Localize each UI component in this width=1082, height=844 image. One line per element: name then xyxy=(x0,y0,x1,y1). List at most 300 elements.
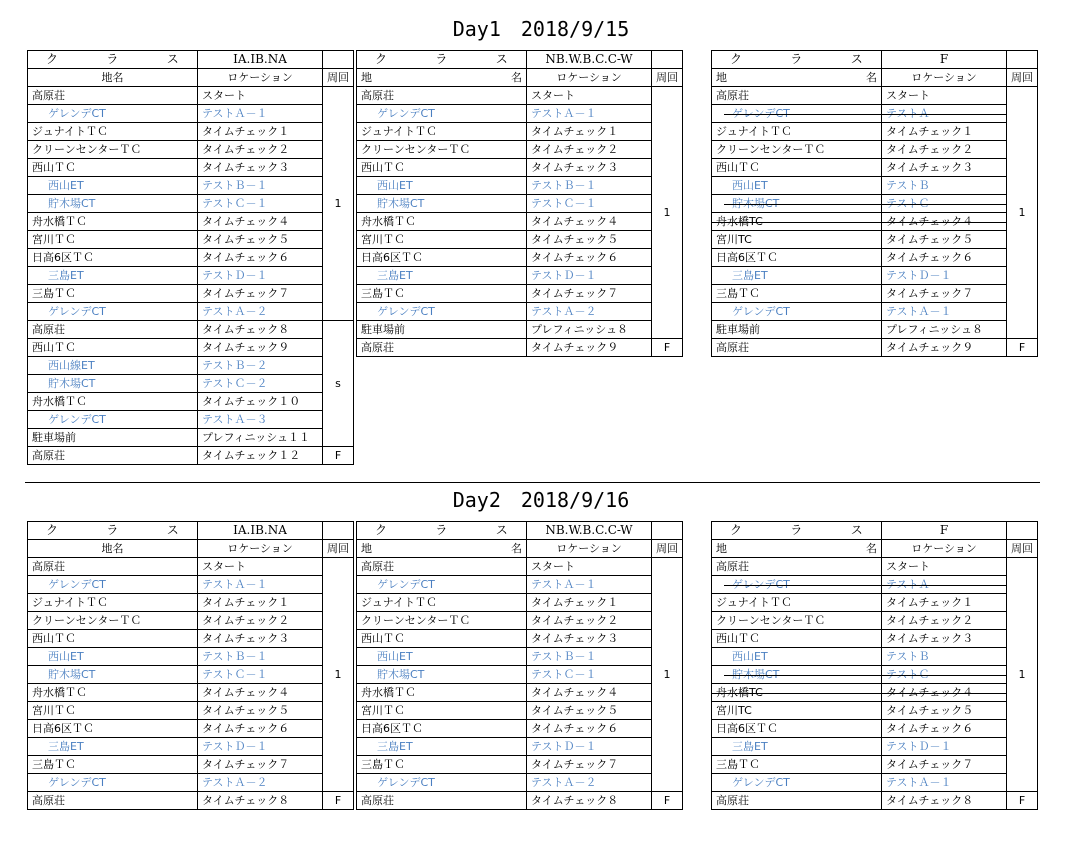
schedule-row xyxy=(712,612,1038,630)
strikethrough-line xyxy=(712,222,881,223)
schedule-row xyxy=(712,558,1038,576)
location-text: タイムチェック４ xyxy=(202,686,290,699)
place-cell xyxy=(712,249,882,267)
location-column-header: ロケーション xyxy=(882,69,1007,87)
location-text: スタート xyxy=(886,560,930,573)
class-name: NB.W.B.C.C-W xyxy=(527,51,652,69)
location-text: タイムチェック１ xyxy=(531,596,619,609)
place-text: 三島ＴＣ xyxy=(361,287,405,300)
class-label-char: ク xyxy=(730,523,743,537)
place-text: ゲレンデCT xyxy=(377,578,435,591)
schedule-row xyxy=(28,576,354,594)
class-header-row xyxy=(28,51,354,69)
location-text: スタート xyxy=(202,560,246,573)
location-cell xyxy=(198,666,323,684)
location-text: タイムチェック３ xyxy=(886,161,974,174)
place-text: 三島ET xyxy=(732,269,768,282)
location-text: タイムチェック４ xyxy=(886,215,974,228)
place-cell xyxy=(357,756,527,774)
lap-column-header: 周回 xyxy=(323,69,354,87)
class-header-row xyxy=(357,51,683,69)
location-text: タイムチェック６ xyxy=(531,722,619,735)
schedule-row xyxy=(357,666,683,684)
place-text: ジュナイトＴＣ xyxy=(361,125,438,138)
place-cell xyxy=(712,594,882,612)
place-text: 高原荘 xyxy=(716,794,749,807)
location-text: テストＣ－１ xyxy=(202,197,268,210)
place-cell xyxy=(712,684,882,702)
place-text: クリーンセンターＴＣ xyxy=(716,143,826,156)
location-text: テストＡ－１ xyxy=(531,578,597,591)
schedule-row xyxy=(357,648,683,666)
strikethrough-line xyxy=(724,114,881,115)
schedule-table xyxy=(711,50,1038,357)
schedule-row xyxy=(28,447,354,465)
place-column-header xyxy=(357,69,527,87)
class-label-char: ラ xyxy=(435,52,448,66)
day1-title: Day1 2018/9/15 xyxy=(452,17,630,41)
place-cell xyxy=(712,792,882,810)
place-cell xyxy=(357,576,527,594)
class-label-char: ク xyxy=(375,52,388,66)
place-cell xyxy=(357,123,527,141)
location-cell xyxy=(527,684,652,702)
place-cell xyxy=(28,321,198,339)
place-text: 舟水橋ＴＣ xyxy=(32,215,87,228)
place-text: ジュナイトＴＣ xyxy=(361,596,438,609)
location-cell xyxy=(527,558,652,576)
place-header-char: 名 xyxy=(866,71,877,84)
location-cell xyxy=(882,87,1007,105)
location-text: テストＣ xyxy=(886,668,930,681)
schedule-row xyxy=(712,123,1038,141)
schedule-row xyxy=(28,141,354,159)
class-label-char: ス xyxy=(495,523,508,537)
schedule-row xyxy=(357,177,683,195)
place-cell xyxy=(357,303,527,321)
column-header-row xyxy=(712,69,1038,87)
blank-header-cell xyxy=(652,522,683,540)
location-cell xyxy=(882,285,1007,303)
place-cell xyxy=(712,195,882,213)
place-cell xyxy=(712,123,882,141)
location-cell xyxy=(198,648,323,666)
location-cell xyxy=(198,375,323,393)
place-text: 高原荘 xyxy=(32,794,65,807)
schedule-row xyxy=(357,612,683,630)
location-cell xyxy=(527,648,652,666)
place-cell xyxy=(357,321,527,339)
place-cell xyxy=(357,702,527,720)
location-cell xyxy=(527,756,652,774)
schedule-row xyxy=(712,285,1038,303)
schedule-row xyxy=(28,303,354,321)
place-text: ゲレンデCT xyxy=(732,107,790,120)
place-cell xyxy=(712,213,882,231)
place-text: ゲレンデCT xyxy=(377,776,435,789)
place-cell xyxy=(28,141,198,159)
schedule-row xyxy=(28,429,354,447)
location-cell xyxy=(882,630,1007,648)
place-cell xyxy=(28,303,198,321)
schedule-row xyxy=(28,195,354,213)
schedule-row xyxy=(28,159,354,177)
class-label-char: ラ xyxy=(435,523,448,537)
place-text: 貯木場CT xyxy=(377,668,425,681)
place-cell xyxy=(357,285,527,303)
location-cell xyxy=(882,558,1007,576)
class-label-char: ク xyxy=(730,52,743,66)
location-cell xyxy=(198,303,323,321)
location-cell xyxy=(882,684,1007,702)
schedule-row xyxy=(28,774,354,792)
place-cell xyxy=(28,702,198,720)
place-cell xyxy=(712,756,882,774)
location-text: タイムチェック３ xyxy=(531,632,619,645)
schedule-row xyxy=(28,357,354,375)
lap-cell: F xyxy=(652,339,683,357)
place-header-char: 地 xyxy=(716,71,727,84)
location-text: タイムチェック２ xyxy=(531,143,619,156)
location-text: タイムチェック７ xyxy=(531,287,619,300)
place-text: ゲレンデCT xyxy=(48,413,106,426)
lap-cell: 1 xyxy=(323,87,354,321)
location-cell xyxy=(882,105,1007,123)
schedule-row xyxy=(28,267,354,285)
place-text: 三島ET xyxy=(48,740,84,753)
location-text: テストＢ－１ xyxy=(531,179,597,192)
location-text: テストＣ－１ xyxy=(202,668,268,681)
schedule-row xyxy=(28,648,354,666)
place-column-header: 地名 xyxy=(28,69,198,87)
place-header-char: 地 xyxy=(361,542,372,555)
place-text: 西山ＴＣ xyxy=(361,632,405,645)
place-text: 高原荘 xyxy=(361,560,394,573)
schedule-row xyxy=(712,738,1038,756)
location-cell xyxy=(527,612,652,630)
schedule-row xyxy=(357,630,683,648)
location-text: タイムチェック４ xyxy=(531,686,619,699)
place-text: 高原荘 xyxy=(716,89,749,102)
place-text: 三島ET xyxy=(377,269,413,282)
location-text: テストＡ－１ xyxy=(886,305,952,318)
location-cell xyxy=(527,321,652,339)
place-header-char: 名 xyxy=(511,71,522,84)
location-text: タイムチェック５ xyxy=(202,233,290,246)
location-cell xyxy=(882,231,1007,249)
location-cell xyxy=(198,774,323,792)
location-cell xyxy=(198,231,323,249)
schedule-row xyxy=(28,720,354,738)
location-cell xyxy=(882,594,1007,612)
location-column-header: ロケーション xyxy=(527,69,652,87)
class-label-char: ス xyxy=(495,52,508,66)
location-text: タイムチェック１ xyxy=(202,596,290,609)
place-text: 西山ＴＣ xyxy=(32,632,76,645)
column-header-row xyxy=(712,540,1038,558)
class-label-char: ス xyxy=(166,52,179,66)
strikethrough-line xyxy=(712,693,881,694)
blank-header-cell xyxy=(1007,522,1038,540)
location-text: タイムチェック６ xyxy=(531,251,619,264)
place-cell xyxy=(712,285,882,303)
schedule-row xyxy=(357,339,683,357)
strikethrough-line xyxy=(882,114,1006,115)
place-header-char: 地 xyxy=(716,542,727,555)
place-cell xyxy=(712,612,882,630)
location-cell xyxy=(198,429,323,447)
place-text: クリーンセンターＴＣ xyxy=(32,614,142,627)
schedule-row xyxy=(712,195,1038,213)
schedule-row xyxy=(357,321,683,339)
place-cell xyxy=(357,684,527,702)
place-cell xyxy=(357,666,527,684)
place-cell xyxy=(357,267,527,285)
strikethrough-line xyxy=(882,204,1006,205)
location-text: タイムチェック３ xyxy=(531,161,619,174)
strikethrough-line xyxy=(882,675,1006,676)
place-cell xyxy=(28,177,198,195)
place-text: ジュナイトＴＣ xyxy=(32,596,109,609)
location-cell xyxy=(198,558,323,576)
location-cell xyxy=(527,105,652,123)
location-text: スタート xyxy=(531,560,575,573)
schedule-row xyxy=(357,141,683,159)
location-text: テストＤ－１ xyxy=(531,740,597,753)
place-text: 西山ET xyxy=(377,179,413,192)
column-header-row xyxy=(357,69,683,87)
place-text: クリーンセンターＴＣ xyxy=(32,143,142,156)
place-text: ゲレンデCT xyxy=(732,578,790,591)
schedule-row xyxy=(28,594,354,612)
place-text: 西山線ET xyxy=(48,359,95,372)
place-cell xyxy=(712,648,882,666)
place-cell xyxy=(357,105,527,123)
schedule-row xyxy=(712,303,1038,321)
schedule-row xyxy=(28,321,354,339)
location-cell xyxy=(198,87,323,105)
schedule-row xyxy=(712,249,1038,267)
class-label-char: ス xyxy=(850,523,863,537)
class-label xyxy=(361,51,522,68)
place-text: 舟水橋TC xyxy=(716,686,763,699)
place-text: 舟水橋ＴＣ xyxy=(361,686,416,699)
place-cell xyxy=(28,87,198,105)
location-cell xyxy=(527,576,652,594)
place-text: クリーンセンターＴＣ xyxy=(361,143,471,156)
location-cell xyxy=(198,576,323,594)
location-text: タイムチェック７ xyxy=(202,758,290,771)
schedule-row xyxy=(712,792,1038,810)
strikethrough-line xyxy=(724,585,881,586)
place-text: 高原荘 xyxy=(716,341,749,354)
place-cell xyxy=(357,612,527,630)
place-cell xyxy=(357,339,527,357)
location-cell xyxy=(198,159,323,177)
location-cell xyxy=(882,576,1007,594)
schedule-table xyxy=(356,50,683,357)
place-cell xyxy=(28,612,198,630)
lap-column-header: 周回 xyxy=(1007,540,1038,558)
place-cell xyxy=(712,321,882,339)
class-label xyxy=(32,51,193,68)
place-cell xyxy=(712,231,882,249)
place-text: 三島ＴＣ xyxy=(32,758,76,771)
place-cell xyxy=(28,738,198,756)
place-text: 三島ＴＣ xyxy=(361,758,405,771)
schedule-row xyxy=(28,393,354,411)
lap-column-header: 周回 xyxy=(323,540,354,558)
location-cell xyxy=(198,612,323,630)
place-text: ゲレンデCT xyxy=(48,578,106,591)
location-cell xyxy=(882,159,1007,177)
place-cell xyxy=(28,249,198,267)
location-text: タイムチェック１ xyxy=(202,125,290,138)
place-cell xyxy=(28,756,198,774)
location-text: テストＡ xyxy=(886,578,930,591)
place-cell xyxy=(712,105,882,123)
place-cell xyxy=(357,213,527,231)
class-label-cell xyxy=(357,522,527,540)
location-cell xyxy=(198,285,323,303)
place-text: 高原荘 xyxy=(361,341,394,354)
place-cell xyxy=(712,177,882,195)
location-text: タイムチェック６ xyxy=(202,251,290,264)
place-cell xyxy=(357,648,527,666)
lap-cell: F xyxy=(1007,339,1038,357)
place-text: 日高6区ＴＣ xyxy=(32,722,94,735)
place-text: 宮川ＴＣ xyxy=(32,233,76,246)
location-cell xyxy=(882,249,1007,267)
place-cell xyxy=(712,738,882,756)
column-header-row xyxy=(28,69,354,87)
location-text: スタート xyxy=(886,89,930,102)
location-cell xyxy=(527,231,652,249)
location-text: タイムチェック２ xyxy=(886,143,974,156)
place-cell xyxy=(712,159,882,177)
location-cell xyxy=(527,141,652,159)
location-text: タイムチェック５ xyxy=(531,233,619,246)
location-cell xyxy=(198,177,323,195)
place-cell xyxy=(712,576,882,594)
schedule-row xyxy=(357,684,683,702)
location-text: タイムチェック４ xyxy=(531,215,619,228)
location-cell xyxy=(882,141,1007,159)
location-text: テストＡ－２ xyxy=(531,305,597,318)
schedule-row xyxy=(357,756,683,774)
class-label-cell xyxy=(357,51,527,69)
class-name: IA.IB.NA xyxy=(198,522,323,540)
place-cell xyxy=(712,87,882,105)
place-cell xyxy=(357,195,527,213)
location-text: テストＢ xyxy=(886,179,930,192)
place-text: 西山ET xyxy=(732,650,768,663)
place-text: クリーンセンターＴＣ xyxy=(361,614,471,627)
location-cell xyxy=(198,393,323,411)
place-header-char: 地 xyxy=(361,71,372,84)
place-text: 日高6区ＴＣ xyxy=(361,722,423,735)
place-text: 日高6区ＴＣ xyxy=(716,251,778,264)
class-label xyxy=(716,522,877,539)
place-text: ゲレンデCT xyxy=(377,107,435,120)
schedule-row xyxy=(712,213,1038,231)
location-cell xyxy=(198,249,323,267)
lap-cell: 1 xyxy=(1007,87,1038,339)
place-cell xyxy=(357,630,527,648)
place-text: ゲレンデCT xyxy=(377,305,435,318)
lap-cell: F xyxy=(323,792,354,810)
location-cell xyxy=(882,648,1007,666)
location-text: プレフィニッシュ８ xyxy=(531,323,629,336)
schedule-row xyxy=(28,792,354,810)
day-divider xyxy=(25,482,1040,483)
place-cell xyxy=(712,303,882,321)
schedule-row xyxy=(28,213,354,231)
location-cell xyxy=(882,123,1007,141)
location-cell xyxy=(882,339,1007,357)
location-text: テストＣ－１ xyxy=(531,668,597,681)
location-text: テストＢ－１ xyxy=(202,179,268,192)
location-text: タイムチェック９ xyxy=(886,341,974,354)
place-column-header xyxy=(712,540,882,558)
place-text: 三島ET xyxy=(48,269,84,282)
location-cell xyxy=(882,774,1007,792)
place-text: 西山ET xyxy=(377,650,413,663)
schedule-row xyxy=(712,702,1038,720)
place-header-split xyxy=(716,69,877,86)
location-text: スタート xyxy=(531,89,575,102)
location-cell xyxy=(198,792,323,810)
schedule-row xyxy=(28,177,354,195)
schedule-row xyxy=(712,177,1038,195)
place-text: 貯木場CT xyxy=(48,377,96,390)
location-text: タイムチェック５ xyxy=(531,704,619,717)
location-text: タイムチェック８ xyxy=(202,794,290,807)
place-cell xyxy=(357,141,527,159)
location-cell xyxy=(198,141,323,159)
location-text: タイムチェック８ xyxy=(886,794,974,807)
location-cell xyxy=(198,702,323,720)
schedule-table xyxy=(356,521,683,810)
schedule-row xyxy=(28,684,354,702)
schedule-table xyxy=(27,50,354,465)
place-cell xyxy=(28,774,198,792)
place-text: 宮川ＴＣ xyxy=(361,233,405,246)
place-cell xyxy=(28,576,198,594)
schedule-row xyxy=(712,630,1038,648)
location-cell xyxy=(882,612,1007,630)
strikethrough-line xyxy=(724,204,881,205)
class-name: F xyxy=(882,522,1007,540)
place-cell xyxy=(28,357,198,375)
place-cell xyxy=(712,141,882,159)
location-cell xyxy=(527,285,652,303)
place-text: 日高6区ＴＣ xyxy=(716,722,778,735)
location-text: テストＢ－１ xyxy=(531,650,597,663)
class-label-cell xyxy=(28,522,198,540)
place-header-split xyxy=(361,69,522,86)
place-text: ゲレンデCT xyxy=(48,305,106,318)
location-cell xyxy=(527,792,652,810)
location-cell xyxy=(527,123,652,141)
lap-column-header: 周回 xyxy=(652,69,683,87)
class-label-char: ク xyxy=(375,523,388,537)
schedule-row xyxy=(712,267,1038,285)
place-cell xyxy=(712,720,882,738)
location-text: テストＢ－２ xyxy=(202,359,268,372)
strikethrough-line xyxy=(882,693,1006,694)
location-text: プレフィニッシュ８ xyxy=(886,323,984,336)
